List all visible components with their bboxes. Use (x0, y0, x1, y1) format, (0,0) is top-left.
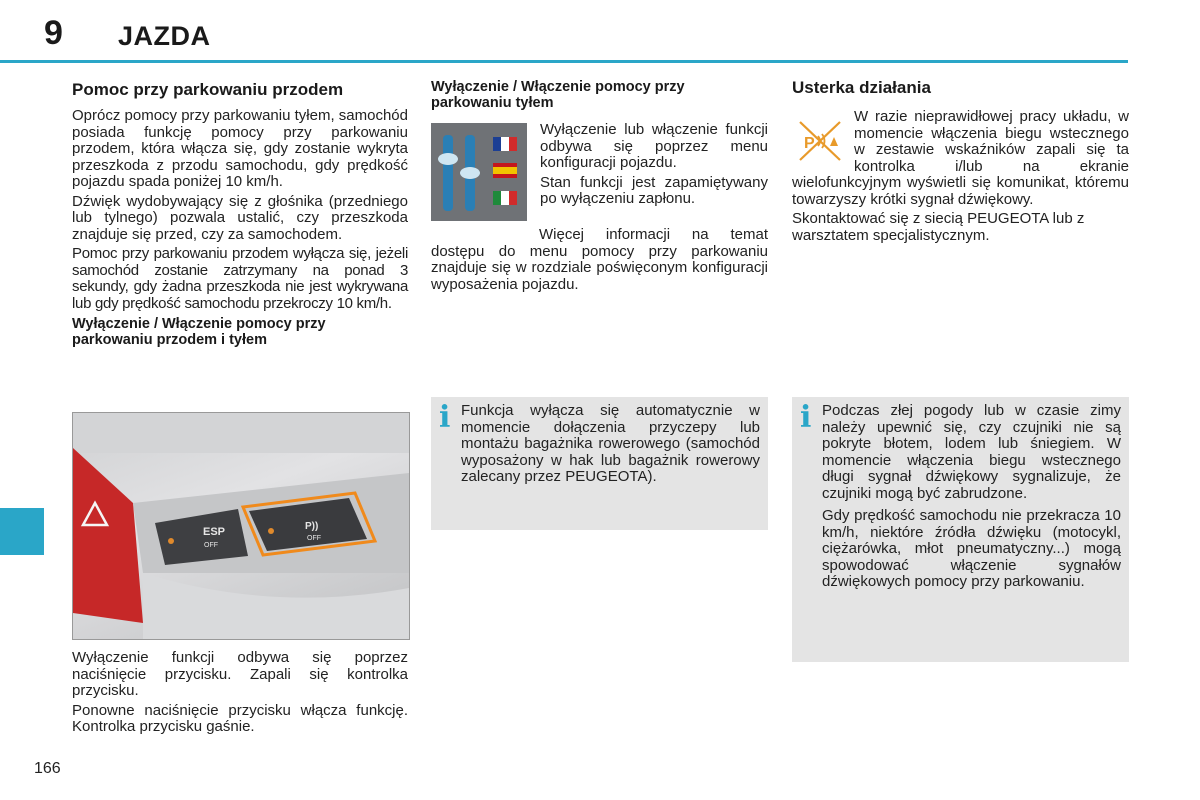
dashboard-buttons-illustration (73, 413, 409, 639)
flag-spain-icon (493, 163, 517, 178)
col3-info-text-block (822, 403, 1121, 594)
section-title-malfunction: Usterka działania (792, 78, 931, 97)
chapter-title: JAZDA (118, 21, 211, 51)
col1-text-block (72, 108, 408, 348)
flag-france-icon (493, 137, 517, 151)
col2-paragraph-1: Wyłączenie lub włączenie funkcji odbywa się poprzez menu konfiguracji pojazdu. (540, 121, 768, 171)
col2-paragraph-2: Stan funkcji jest zapamiętywany po wyłączeniu zapłonu. (540, 173, 768, 207)
col2-paragraph-3: Więcej informacji na temat dostępu do menu pomocy przy parkowaniu znajduje się w rozdziale poświęconym konfiguracji wyposażenia pojazdu. (431, 226, 768, 293)
svg-text:P: P (804, 135, 815, 152)
col1-paragraph-1: Oprócz pomocy przy parkowaniu tyłem, samochód posiada funkcję pomocy przy parkowaniu przodem, która włącza się, gdy zostanie wykryta przeszkoda z przodu samochodu, gdy prędkość pojazdu spada poniżej 10 km/h. (72, 107, 408, 190)
col3-text-block (792, 109, 1129, 247)
col1-paragraph-2: Dźwięk wydobywający się z głośnika (przedniego lub tylnego) pozwala ustalić, czy przeszkoda znajduje się przed, czy za samochodem. (72, 192, 408, 243)
page-number: 166 (34, 760, 61, 777)
col3-info-paragraph-2: Gdy prędkość samochodu nie przekracza 10 km/h, niektóre źródła dźwięku (motocykl, ciężarówka, młot pneumatyczny...) mogą spowodować włączenie sygnałów dźwiękowych pomocy przy parkowaniu. (822, 507, 1121, 590)
col1-paragraph-3: Pomoc przy parkowaniu przodem wyłącza się, jeżeli samochód zostanie zatrzymany na ponad 3 sekundy, gdy żadna przeszkoda nie jest wykrywana lub gdy prędkość samochodu przekroczy 10 km/h. (72, 245, 408, 312)
chapter-number: 9 (44, 14, 63, 52)
header-rule (0, 60, 1128, 63)
dashboard-buttons-photo (72, 412, 410, 640)
col2-text-right (540, 122, 768, 211)
col1-paragraph-5: Ponowne naciśnięcie przycisku włącza funkcję. Kontrolka przycisku gaśnie. (72, 701, 408, 735)
esp-label: ESP (203, 526, 226, 538)
col2-subtitle: Wyłączenie / Włączenie pomocy przy parkowaniu tyłem (431, 79, 685, 111)
flag-italy-icon (493, 191, 517, 205)
parking-sensor-icon: P)) (305, 521, 319, 532)
info-icon: i (439, 400, 451, 435)
col2-info-text: Funkcja wyłącza się automatycznie w momencie dołączenia przyczepy lub montażu bagażnika rowerowego (samochód wyposażony w hak lub bagażnik rowerowy zalecany przez PEUGEOTA). (461, 402, 760, 485)
col2-info-box (431, 397, 768, 530)
col1-subtitle: Wyłączenie / Włączenie pomocy przy parkowaniu przodem i tyłem (72, 316, 326, 348)
park-off-label: OFF (307, 535, 321, 542)
col3-paragraph-2: Skontaktować się z siecią PEUGEOTA lub z warsztatem specjalistycznym. (792, 210, 1085, 244)
vehicle-config-menu-icon (431, 123, 527, 221)
esp-off-label: OFF (204, 542, 218, 549)
col3-paragraph-1 (792, 109, 1129, 208)
chapter-side-tab (0, 508, 44, 555)
col1-bottom-text (72, 650, 408, 739)
section-title-front-parking: Pomoc przy parkowaniu przodem (72, 80, 344, 99)
col3-info-box (792, 397, 1129, 662)
col1-paragraph-4: Wyłączenie funkcji odbywa się poprzez naciśnięcie przycisku. Zapali się kontrolka przycisku. (72, 649, 408, 699)
col3-paragraph-1-text: W razie nieprawidłowej pracy układu, w momencie włączenia biegu wstecznego w zestawie wskaźników zapali się ta kontrolka i/lub na ekranie wielofunkcyjnym wyświetli się komunikat, któremu towarzyszy krótki sygnał dźwiękowy. (792, 108, 1129, 208)
col3-info-paragraph-1: Podczas złej pogody lub w czasie zimy należy upewnić się, czy czujniki nie są pokryte błotem, lodem lub śniegiem. W momencie włączenia biegu wstecznego długi sygnał dźwiękowy sygnalizuje, że czujniki mogą być zabrudzone. (822, 402, 1121, 502)
info-icon: i (800, 400, 812, 435)
col2-text-full (431, 227, 768, 296)
